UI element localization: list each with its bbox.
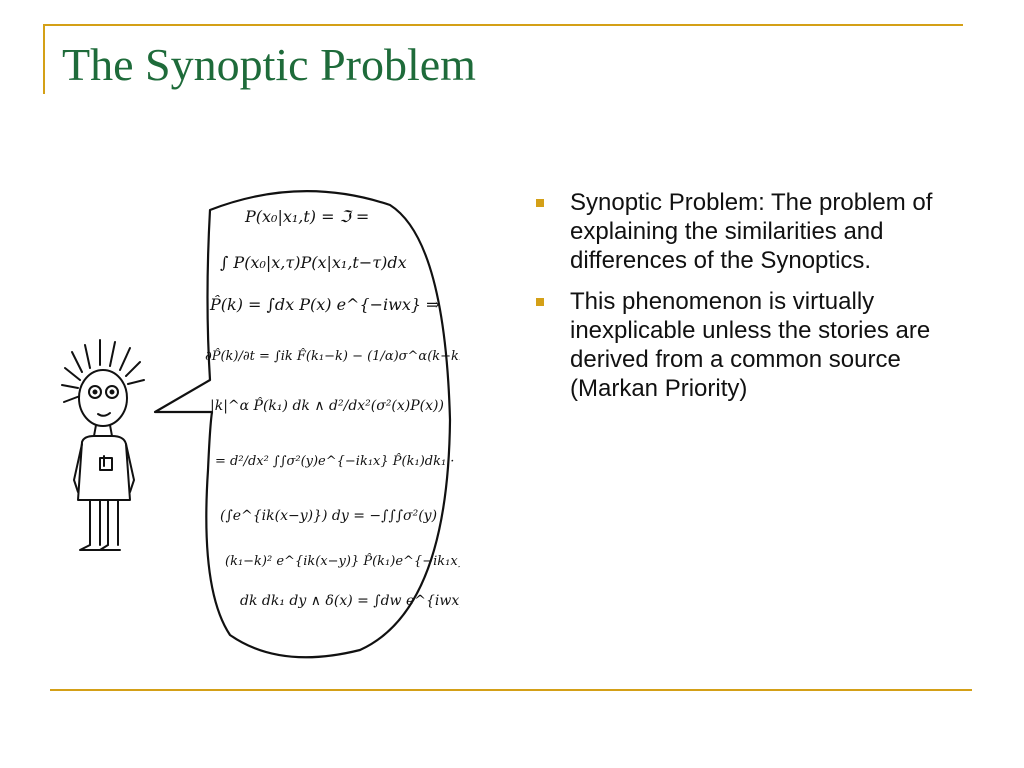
scientist-illustration <box>60 180 460 660</box>
square-bullet-icon <box>536 199 544 207</box>
scientist-speech-bubble-icon <box>60 180 460 660</box>
equation-line: P̂(k) = ∫dx P(x) e^{−iwx} ⇒ <box>210 295 440 314</box>
equation-line: dk dk₁ dy ∧ δ(x) = ∫dw e^{iwx} <box>240 593 460 609</box>
bottom-accent-rule <box>50 689 972 691</box>
bullet-item <box>536 188 956 275</box>
bullet-list <box>536 188 956 415</box>
equation-line: (∫e^{ik(x−y)}) dy = −∫∫∫σ²(y) <box>220 508 438 524</box>
bullet-text: This phenomenon is virtually inexplicable unless the stories are derived from a common source (Markan Priority) <box>570 288 931 402</box>
equation-line: ∫ P(x₀|x,τ)P(x|x₁,t−τ)dx <box>220 253 407 272</box>
bullet-item <box>536 287 956 403</box>
slide-title: The Synoptic Problem <box>62 39 476 90</box>
equation-line: |k|^α P̂(k₁) dk ∧ d²/dx²(σ²(x)P(x)) <box>210 398 444 414</box>
scientist-figure <box>62 340 144 550</box>
equation-line: (k₁−k)² e^{ik(x−y)} P̂(k₁)e^{−ik₁x} <box>225 554 460 569</box>
bullet-text: Synoptic Problem: The problem of explaining the similarities and differences of the Synoptics. <box>570 189 933 274</box>
square-bullet-icon <box>536 298 544 306</box>
equation-line: P(x₀|x₁,t) = ℑ = <box>245 207 370 226</box>
equation-line: ∂P̂(k)/∂t = ∫ik F̂(k₁−k) − (1/α)σ^α(k−k₁) <box>205 349 460 364</box>
equation-line: = d²/dx² ∫∫σ²(y)e^{−ik₁x} P̂(k₁)dk₁ · <box>215 454 455 469</box>
left-accent-rule <box>43 24 45 94</box>
top-accent-rule <box>43 24 963 26</box>
